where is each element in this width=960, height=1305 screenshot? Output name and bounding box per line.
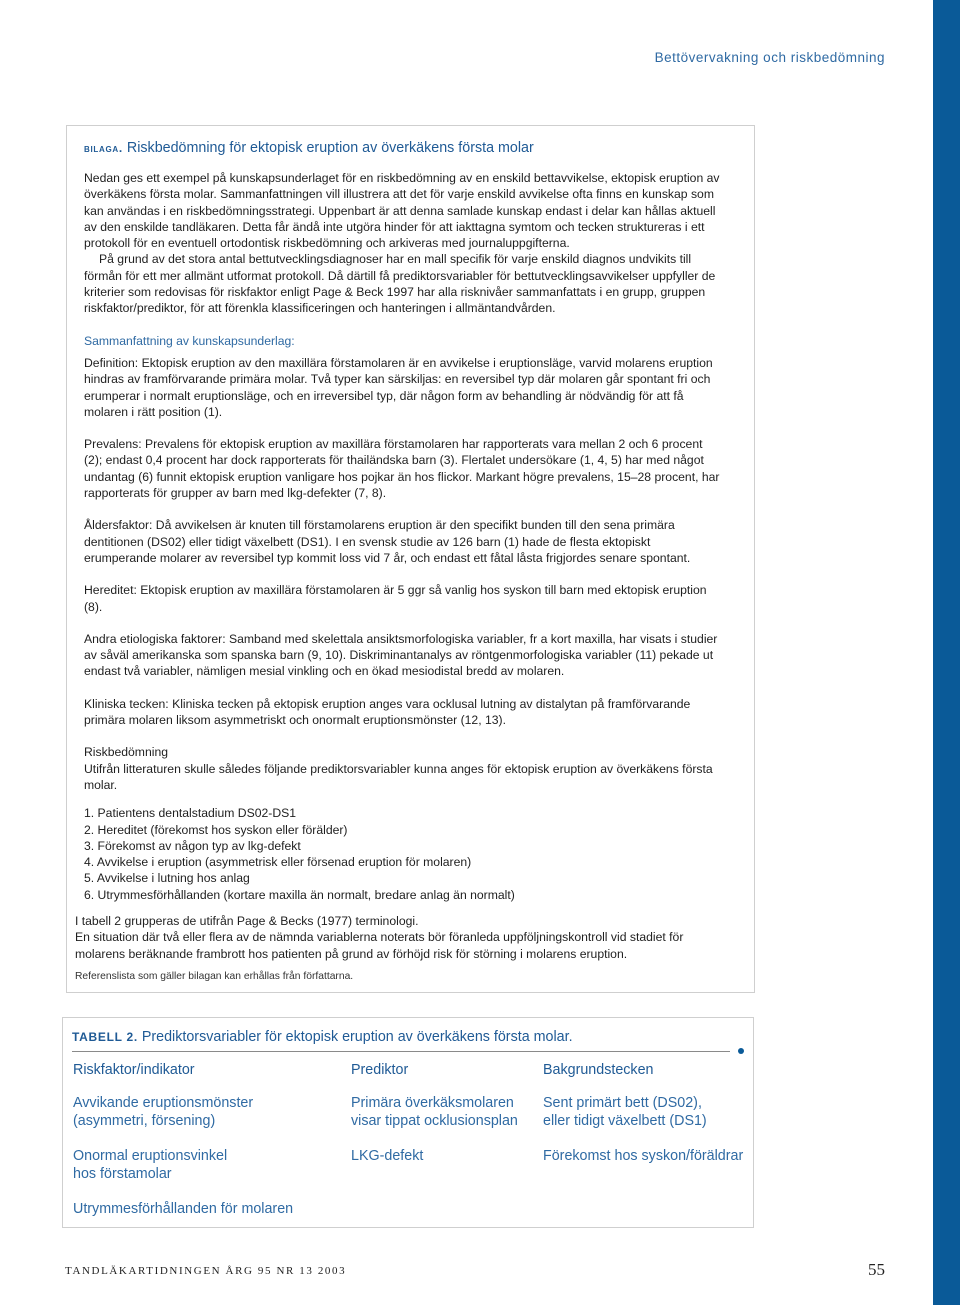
appendix-title — [84, 140, 534, 156]
table-cell: Sent primärt bett (DS02), eller tidigt växelbett (DS1) — [543, 1095, 707, 1130]
table-header-cell: Bakgrundstecken — [543, 1062, 654, 1078]
prevalence-paragraph — [84, 436, 724, 501]
appendix-kicker: bilaga. — [84, 141, 123, 155]
intro-paragraph-2: På grund av det stora antal bettutvecklingsdiagnoser har en mall specifik för varje enskild diagnos undvikits till förmån för ett mer allmänt utformat protokoll. Då därtill få prediktorsvariabler för bettutvecklingsavvikelser uppfyller de kriterier som redovisas för riskfaktor enligt Page & Beck 1997 har alla risknivåer sammanfattats i en grupp, gruppen riskfaktor/prediktor, för att förenkla klassificeringen och hanteringen i allmäntandvården. — [84, 252, 716, 316]
definition-paragraph — [84, 355, 724, 420]
age-term: Åldersfaktor: — [84, 518, 153, 533]
appendix-title-text: Riskbedömning för ektopisk eruption av överkäkens första molar — [126, 140, 534, 156]
running-head: Bettövervakning och riskbedömning — [654, 50, 885, 65]
table-cell: Primära överkäksmolaren visar tippat ocklusionsplan — [351, 1095, 518, 1130]
etiology-paragraph — [84, 631, 724, 680]
journal-footer: TANDLÄKARTIDNINGEN ÅRG 95 NR 13 2003 — [65, 1265, 347, 1277]
clinical-text: Kliniska tecken på ektopisk eruption anges vara ocklusal lutning av distalytan på framförvarande primära molaren liksom asymmetriskt och onormalt eruptionsmönster (12, 13). — [84, 696, 691, 728]
table-cell: Avvikande eruptionsmönster (asymmetri, försening) — [73, 1095, 254, 1130]
table-kicker: TABELL 2. — [72, 1030, 138, 1044]
table-header-cell: Riskfaktor/indikator — [73, 1062, 195, 1078]
heredity-paragraph — [84, 582, 724, 615]
page-number: 55 — [868, 1260, 885, 1279]
table-cell: Utrymmesförhållanden för molaren — [73, 1201, 294, 1217]
closing-line-1: I tabell 2 grupperas de utifrån Page & Becks (1977) terminologi. — [75, 914, 419, 928]
appendix-box — [66, 125, 755, 993]
age-text: Då avvikelsen är knuten till förstamolarens eruption är den specifikt bunden till den sena primära dentitionen (DS02) eller tidigt växelbett (DS1). I en svensk studie av 126 barn (1) hade de flesta ektopiskt erumperande molarer av reversibel typ kommit loss vid 7 år, och endast ett fåtal låsta frigjordes senare spontant. — [84, 518, 691, 565]
intro-paragraph: Nedan ges ett exempel på kunskapsunderlaget för en riskbedömning av en enskild bettavvikelse, ektopisk eruption av överkäkens första molar. Sammanfattningen vill illustrera att det för varje enskild avvikelse ofta finns en kunskap som kan användas i en riskbedömningsstrategi. Uppenbart är att denna samlade kunskap endast i delar kan hållas aktuell av den enskilde tandläkaren. Detta får ändå inte utgöra hinder för att iakttagna symtom och tecken struktureras i ett protokoll för en eventuell ortodontisk riskbedömning och arkiveras med journaluppgifterna. — [84, 171, 720, 251]
heredity-text: Ektopisk eruption av maxillära förstamolaren är 5 ggr så vanlig hos syskon till barn med ektopisk eruption (8). — [84, 583, 707, 614]
closing-block — [75, 913, 725, 962]
summary-heading: Sammanfattning av kunskapsunderlag: — [84, 333, 295, 348]
etiology-text: Samband med skelettala ansiktsmorfologiska variabler, fr a kort maxilla, har visats i studier av såväl amerikanska som spanska barn (9, 10). Diskriminantanalys av röntgenmorfologiska variabler (11) pekade ut endast två variabler, nämligen mesial vinkling och en ökad mesiodistal bredd av molaren. — [84, 631, 718, 679]
list-item: 1. Patientens dentalstadium DS02-DS1 — [84, 806, 297, 821]
table-box — [62, 1017, 754, 1228]
list-item: 4. Avvikelse i eruption (asymmetrisk eller försenad eruption för molaren) — [84, 855, 472, 870]
age-paragraph — [84, 517, 724, 566]
list-item: 3. Förekomst av någon typ av lkg-defekt — [84, 838, 301, 853]
clinical-term: Kliniska tecken: — [84, 696, 169, 711]
definition-text: Ektopisk eruption av den maxillära förstamolaren är en avvikelse i eruptionsläge, varvid molarens eruption hindras av framförvarande primära molar. Två typer kan särskiljas: en reversibel typ där molaren går spontant fri och erumperar i normalt eruptionsläge, och en irreversibel typ, där någon form av behandling är nödvändig för att få molaren i rätt position (1). — [84, 355, 713, 419]
bullet-dot-icon — [738, 1048, 744, 1054]
list-item: 2. Hereditet (förekomst hos syskon eller förälder) — [84, 822, 348, 837]
side-color-bar — [933, 0, 960, 1305]
list-item: 5. Avvikelse i lutning hos anlag — [84, 871, 250, 886]
heredity-term: Hereditet: — [84, 583, 137, 598]
table-cell: Onormal eruptionsvinkel hos förstamolar — [73, 1148, 228, 1183]
table-cell: Förekomst hos syskon/föräldrar — [543, 1148, 744, 1164]
definition-term: Definition: — [84, 355, 139, 370]
appendix-body — [84, 170, 724, 903]
risk-heading: Riskbedömning — [84, 745, 169, 760]
table-cell: LKG-defekt — [351, 1148, 424, 1164]
table-header-cell: Prediktor — [351, 1062, 409, 1078]
clinical-paragraph — [84, 696, 724, 729]
prevalence-text: Prevalens för ektopisk eruption av maxillära förstamolaren har rapporterats vara mellan 2 och 6 procent (2); endast 0,4 procent har dock rapporterats för thailändska barn (3). Flertalet undersökare (1, 4, 5) har med något undantag (6) funnit ektopisk eruption vanligare hos pojkar än hos flickor. Markant högre prevalens, 15–28 procent, har rapporterats för grupper av barn med lkg-defekter (7, 8). — [84, 437, 720, 501]
closing-line-2: En situation där två eller flera av de nämnda variablerna noterats bör föranleda uppföljningskontroll vid stadiet för molarens beräknande frambrott hos patienten på grund av förhöjd risk för störning i molarens eruption. — [75, 930, 684, 961]
prevalence-term: Prevalens: — [84, 437, 142, 452]
reference-note: Referenslista som gäller bilagan kan erhållas från författarna. — [75, 971, 354, 982]
table-title-text: Prediktorsvariabler för ektopisk eruption av överkäkens första molar. — [141, 1029, 573, 1045]
risk-text: Utifrån litteraturen skulle således följande prediktorsvariabler kunna anges för ektopisk eruption av överkäkens första molar. — [84, 761, 713, 792]
etiology-term: Andra etiologiska faktorer: — [84, 631, 226, 646]
table-title-rule — [72, 1051, 730, 1052]
list-item: 6. Utrymmesförhållanden (kortare maxilla än normalt, bredare anlag än normalt) — [84, 887, 515, 902]
table-title — [72, 1029, 573, 1045]
risk-list — [84, 805, 724, 903]
